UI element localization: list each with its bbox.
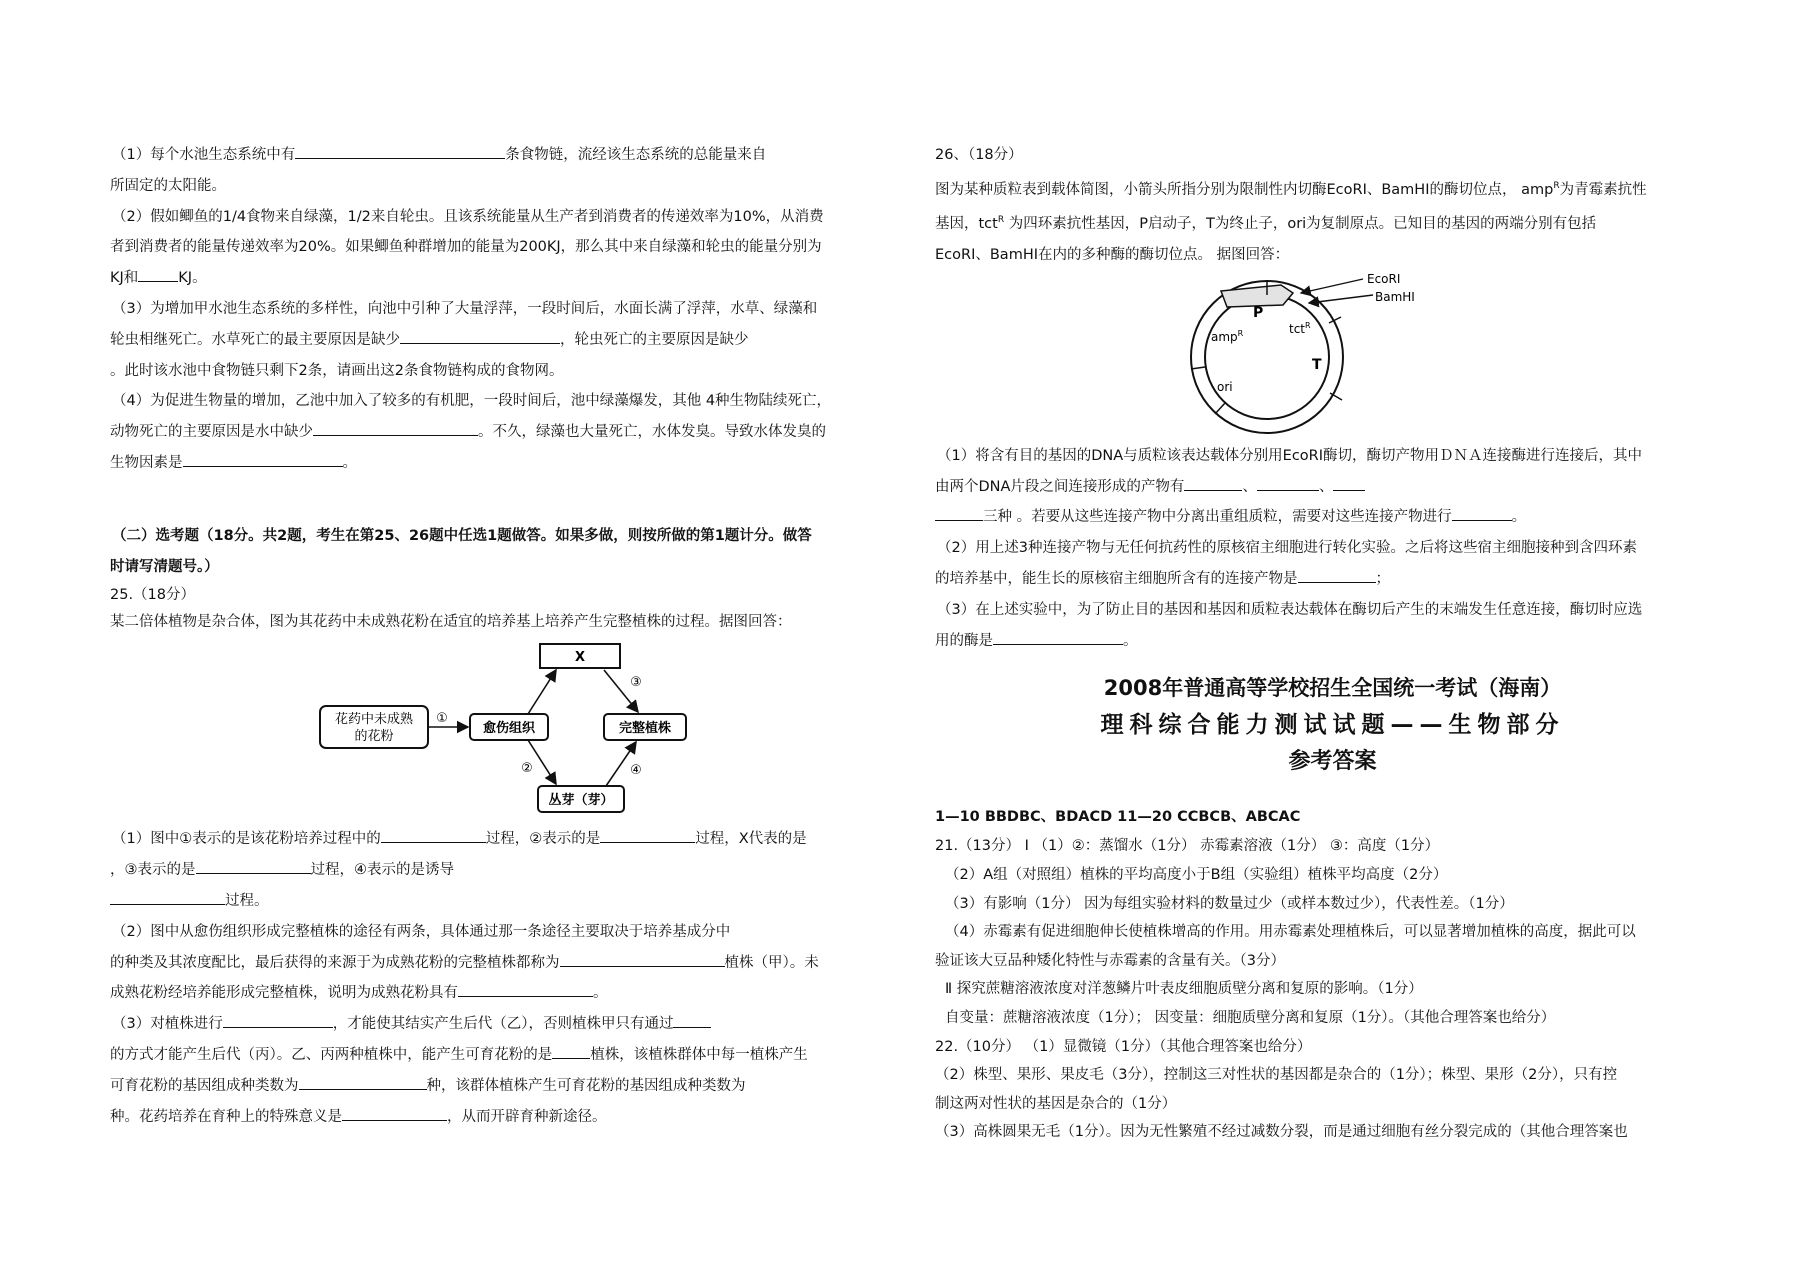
section-heading: 时请写清题号。） — [110, 558, 219, 575]
multiple-choice-answers: 1—10 BBDBC、BDACD 11—20 CCBCB、ABCAC — [935, 809, 1301, 826]
text-line: （1）将含有目的基因的DNA与质粒该表达载体分别用EcoRI酶切，酶切产物用ＤＮＡ连接酶进行连接后，其中 — [937, 447, 1643, 464]
section-heading: （二）选考题（18分。共2题，考生在第25、26题中任选1题做答。如果多做，则按所做的第1题计分。做答 — [112, 527, 812, 544]
right-column — [935, 140, 1730, 1147]
text-line: 的培养基中，能生长的原核宿主细胞所含有的连接产物是 ； — [935, 571, 1390, 588]
answer-line: （2）株型、果形、果皮毛（3分），控制这三对性状的基因都是杂合的（1分）；株型、果形（2分），只有控 — [935, 1067, 1618, 1084]
question-number: 26、（18分） — [935, 147, 1023, 163]
pollen-culture-diagram — [110, 636, 910, 824]
blank — [1184, 477, 1242, 491]
answer-title-line1: 2008年普通高等学校招生全国统一考试（海南） — [1103, 676, 1562, 701]
answer-line: （2）A组（对照组）植株的平均高度小于B组（实验组）植株平均高度（2分） — [945, 867, 1448, 884]
diagram-marker-2: ② — [521, 761, 533, 777]
diagram-label-callus: 愈伤组织 — [482, 721, 536, 737]
text-line: （3）对植株进行 ，才能使其结实产生后代（乙），否则植株甲只有通过 — [110, 1009, 910, 1040]
blank — [560, 953, 725, 967]
tct-label: tct$^R$ — [1289, 320, 1311, 336]
blank — [552, 1045, 590, 1059]
blank — [295, 145, 505, 159]
diagram-label-plant: 完整植株 — [618, 721, 672, 737]
blank — [138, 268, 178, 282]
blank — [223, 1014, 333, 1028]
answer-line: Ⅱ 探究蔗糖溶液浓度对洋葱鳞片叶表皮细胞质壁分离和复原的影响。（1分） — [945, 981, 1423, 998]
text-line: 某二倍体植物是杂合体，图为其花药中未成熟花粉在适宜的培养基上培养产生完整植株的过程。据图回答： — [110, 614, 792, 631]
text-line: 由两个DNA片段之间连接形成的产物有 、 、 — [935, 472, 1730, 503]
text-line: 图为某种质粒表到载体简图，小箭头所指分别为限制性内切酶EcoRI、BamHI的酶切位点， amp$^R$为青霉素抗性 — [935, 180, 1647, 198]
promoter-arrow — [1221, 285, 1293, 307]
blank — [673, 1014, 711, 1028]
text-line: （3）在上述实验中，为了防止目的基因和基因和质粒表达载体在酶切后产生的末端发生任意连接，酶切时应选 — [937, 601, 1643, 618]
text-line: 过程。 — [110, 886, 910, 917]
bamhi-label: BamHI — [1375, 289, 1415, 304]
blank — [935, 507, 983, 521]
blank — [458, 983, 593, 997]
text-line: 者到消费者的能量传递效率为20%。如果鲫鱼种群增加的能量为200KJ，那么其中来自绿藻和轮虫的能量分别为 — [110, 239, 822, 256]
question-number: 25.（18分） — [110, 587, 196, 604]
text-line: 三种 。若要从这些连接产物中分离出重组质粒，需要对这些连接产物进行 。 — [935, 502, 1730, 533]
text-line: 动物死亡的主要原因是水中缺少 。不久，绿藻也大量死亡，水体发臭。导致水体发臭的 — [110, 424, 826, 441]
text-line: 种。花药培养在育种上的特殊意义是 ，从而开辟育种新途径。 — [110, 1108, 607, 1125]
text-line: 。此时该水池中食物链只剩下2条，请画出这2条食物链构成的食物网。 — [110, 362, 564, 379]
blank — [183, 453, 343, 467]
ecori-site-arrow — [1301, 279, 1363, 293]
blank — [381, 829, 486, 843]
text-line: EcoRI、BamHI在内的多种酶的酶切位点。 据图回答： — [935, 247, 1290, 264]
text-line: 成熟花粉经培养能形成完整植株，说明为成熟花粉具有 。 — [110, 985, 608, 1002]
blank — [600, 829, 695, 843]
text-line: （2）用上述3种连接产物与无任何抗药性的原核宿主细胞进行转化实验。之后将这些宿主细胞接种到含四环素 — [937, 540, 1637, 557]
answer-title-line2: 理科综合能力测试试题——生物部分 — [1100, 712, 1565, 739]
ecori-label: EcoRI — [1367, 271, 1401, 286]
diagram-label-x: X — [574, 650, 586, 666]
text-line: 基因，tct$^R$ 为四环素抗性基因，P启动子，T为终止子，ori为复制原点。已知目的基因的两端分别有包括 — [935, 215, 1597, 233]
diagram-marker-3: ③ — [630, 675, 642, 691]
blank — [342, 1107, 447, 1121]
text-line: 可育花粉的基因组成种类数为 种，该群体植株产生可育花粉的基因组成种类数为 — [110, 1077, 746, 1094]
diagram-arrow-x — [528, 670, 556, 714]
text-line: （3）为增加甲水池生态系统的多样性，向池中引种了大量浮萍，一段时间后，水面长满了浮萍，水草、绿藻和 — [112, 300, 818, 317]
text-line: （1）每个水池生态系统中有 条食物链，流经该生态系统的总能量来自 — [112, 147, 767, 163]
text-line: （2）假如鲫鱼的1/4食物来自绿藻，1/2来自轮虫。且该系统能量从生产者到消费者的传递效率为10%，从消费 — [112, 208, 824, 225]
blank — [299, 1076, 427, 1090]
plasmid-inner-ring — [1205, 295, 1329, 419]
text-line: （4）为促进生物量的增加，乙池中加入了较多的有机肥，一段时间后，池中绿藻爆发，其他 4种生物陆续死亡， — [112, 393, 832, 410]
text-line: 用的酶是 。 — [935, 632, 1138, 649]
segment-divider — [1215, 403, 1225, 414]
text-line: 所固定的太阳能。 — [110, 177, 226, 194]
text-line: KJ和 KJ。 — [110, 270, 207, 287]
diagram-marker-1: ① — [436, 711, 448, 727]
diagram-label-cluster: 丛芽（芽） — [548, 793, 614, 809]
answer-line: （3）有影响（1分） 因为每组实验材料的数量过少（或样本数过少），代表性差。（1分） — [945, 895, 1514, 912]
text-line: 的种类及其浓度配比，最后获得的来源于为成熟花粉的完整植株都称为 植株（甲）。未 — [110, 954, 819, 971]
answer-line: 验证该大豆品种矮化特性与赤霉素的含量有关。（3分） — [935, 952, 1285, 969]
blank — [1298, 569, 1376, 583]
blank — [1333, 477, 1365, 491]
blank — [1452, 507, 1512, 521]
p-label: P — [1253, 304, 1264, 321]
segment-divider — [1191, 367, 1205, 369]
diagram-label-pollen-1: 花药中未成熟 — [334, 712, 414, 728]
bamhi-site-arrow — [1309, 295, 1373, 303]
answer-line: 22.（10分） （1）显微镜（1分）（其他合理答案也给分） — [935, 1038, 1312, 1055]
blank — [110, 891, 225, 905]
ori-label: ori — [1217, 379, 1233, 394]
diagram-label-pollen-2: 的花粉 — [354, 729, 394, 745]
text-line: 生物因素是 。 — [110, 454, 357, 471]
text-line: （1）图中①表示的是该花粉培养过程中的 过程，②表示的是 过程，X代表的是 — [112, 831, 807, 848]
blank — [313, 422, 478, 436]
diagram-marker-4: ④ — [630, 763, 642, 779]
answer-line: （3）高株圆果无毛（1分）。因为无性繁殖不经过减数分裂，而是通过细胞有丝分裂完成的（其他合理答案也 — [935, 1124, 1628, 1141]
answer-line: 自变量：蔗糖溶液浓度（1分）； 因变量：细胞质壁分离和复原（1分）。（其他合理答案也给分） — [945, 1009, 1556, 1026]
blank — [400, 330, 560, 344]
text-line: 轮虫相继死亡。水草死亡的最主要原因是缺少 ，轮虫死亡的主要原因是缺少 — [110, 331, 749, 348]
text-line: （2）图中从愈伤组织形成完整植株的途径有两条，具体通过那一条途径主要取决于培养基成分中 — [112, 923, 731, 940]
answer-line: （4）赤霉素有促进细胞伸长使植株增高的作用。用赤霉素处理植株后，可以显著增加植株的高度，据此可以 — [945, 924, 1636, 941]
amp-label: amp$^R$ — [1211, 328, 1244, 344]
text-line: ，③表示的是 过程，④表示的是诱导 — [110, 862, 454, 879]
answer-line: 制这两对性状的基因是杂合的（1分） — [935, 1095, 1177, 1112]
blank — [1257, 477, 1319, 491]
answer-line: 21.（13分） Ⅰ （1）②：蒸馏水（1分） 赤霉素溶液（1分） ③：高度（1分） — [935, 838, 1440, 855]
left-column — [110, 140, 910, 1132]
plasmid-diagram — [935, 271, 1730, 441]
text-line: 的方式才能产生后代（丙）。乙、丙两种植株中，能产生可育花粉的是 植株，该植株群体中每一植株产生 — [110, 1046, 808, 1063]
blank — [993, 631, 1123, 645]
answer-title-line3: 参考答案 — [1288, 749, 1377, 775]
blank — [196, 860, 311, 874]
t-label: T — [1312, 356, 1322, 373]
